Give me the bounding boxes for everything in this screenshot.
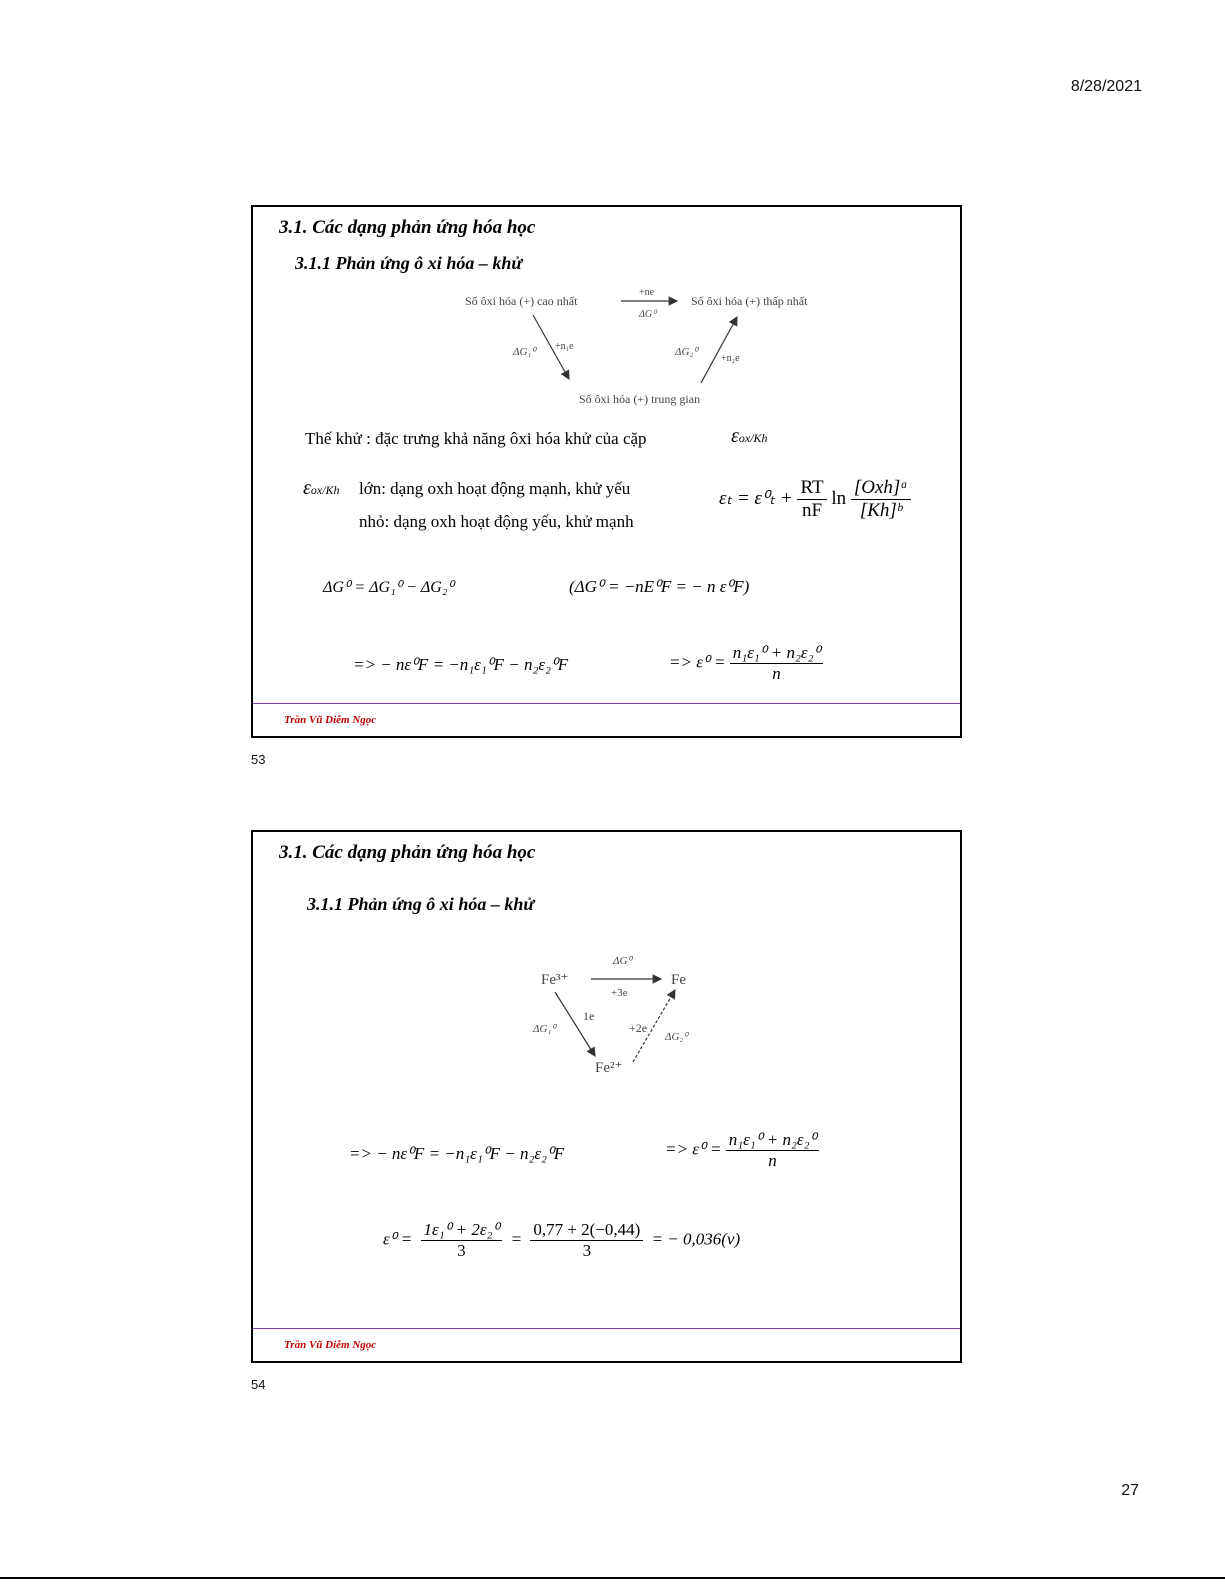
delta-g-relation: (ΔG⁰ = −nE⁰F = − n ε⁰F) [569, 577, 750, 596]
arrow-top-label-above: +ne [639, 287, 655, 298]
slide-subtitle: 3.1.1 Phản ứng ô xi hóa – khử [295, 253, 523, 273]
diagram-top-right: Số ôxi hóa (+) thấp nhất [691, 294, 808, 308]
eps-ox-kh-symbol-2: εox/Kh [303, 477, 340, 499]
slide-53 [251, 205, 962, 738]
footer-divider [253, 703, 960, 704]
oxidation-state-diagram [453, 283, 873, 411]
fe-label: Fe [671, 972, 686, 988]
result-equation: => ε⁰ = $\frac{\text{n₁ε₁⁰ + n₂ε₂⁰}}{n}$ [665, 1130, 819, 1171]
footer-divider [253, 1328, 960, 1329]
diagram-top-left: Số ôxi hóa (+) cao nhất [465, 294, 578, 308]
nernst-equation: εₜ = ε⁰ₜ + $\frac{RT}{nF}$ ln $\frac{\text{[Oxh]ᵃ}}{\text{[Kh]ᵇ}}$ [719, 477, 911, 522]
left-label-inner: +n₁e [555, 341, 574, 352]
iron-oxidation-diagram [523, 944, 713, 1076]
slide-title: 3.1. Các dạng phản ứng hóa học [279, 217, 536, 238]
fe3-label: Fe³⁺ [541, 972, 569, 988]
nho-text: nhỏ: dạng oxh hoạt động yếu, khử mạnh [359, 512, 634, 531]
delta-g-equation: ΔG⁰ = ΔG₁⁰ − ΔG₂⁰ [323, 579, 454, 596]
the-khu-text: Thế khử : đặc trưng khả năng ôxi hóa khử của cặp [305, 429, 647, 448]
right-label-outer: ΔG₂⁰ [665, 1031, 688, 1043]
eps-ox-kh-symbol: εox/Kh [731, 425, 768, 447]
left-label-inner: 1e [583, 1009, 595, 1023]
diagram-bottom: Số ôxi hóa (+) trung gian [579, 392, 701, 406]
left-label-outer: ΔG₁⁰ [533, 1023, 556, 1035]
slide-title: 3.1. Các dạng phản ứng hóa học [279, 842, 536, 863]
slide-54 [251, 830, 962, 1363]
header-date: 8/28/2021 [1070, 78, 1142, 95]
arrow-top-label-below: +3e [611, 987, 628, 999]
right-label-inner: +n₂e [721, 353, 740, 364]
arrow-right-diagonal [701, 317, 737, 383]
slide-subtitle: 3.1.1 Phản ứng ô xi hóa – khử [307, 894, 535, 914]
right-label-inner: +2e [629, 1021, 648, 1035]
author-footer: Trần Vũ Diễm Ngọc [284, 1339, 377, 1351]
page-number: 27 [1121, 1482, 1139, 1499]
fe2-label: Fe²⁺ [595, 1060, 623, 1076]
bottom-rule [0, 1577, 1225, 1579]
left-label-outer: ΔG₁⁰ [513, 346, 536, 358]
result-equation: => ε⁰ = $\frac{\text{n₁ε₁⁰ + n₂ε₂⁰}}{n}$ [669, 643, 823, 684]
slide-number-54: 54 [251, 1377, 266, 1392]
arrow-top-label-below: ΔG⁰ [639, 309, 657, 320]
combine-equation: => − nε⁰F = −n₁ε₁⁰F − n₂ε₂⁰F [349, 1144, 565, 1163]
author-footer: Trần Vũ Diễm Ngọc [284, 714, 377, 726]
slide-number-53: 53 [251, 752, 266, 767]
arrow-left-diagonal [555, 992, 595, 1056]
right-label-outer: ΔG₂⁰ [675, 346, 698, 358]
combine-equation: => − nε⁰F = −n₁ε₁⁰F − n₂ε₂⁰F [353, 655, 569, 674]
lon-text: lớn: dạng oxh hoạt động mạnh, khử yếu [359, 479, 631, 498]
arrow-top-label-above: ΔG⁰ [613, 955, 632, 967]
calculation-equation: ε⁰ = $\frac{\text{1ε₁⁰ + 2ε₂⁰}}{3}$ = $\frac{0,77 + 2(-0,44)}{3}$ = − 0,036(v) [383, 1220, 741, 1260]
